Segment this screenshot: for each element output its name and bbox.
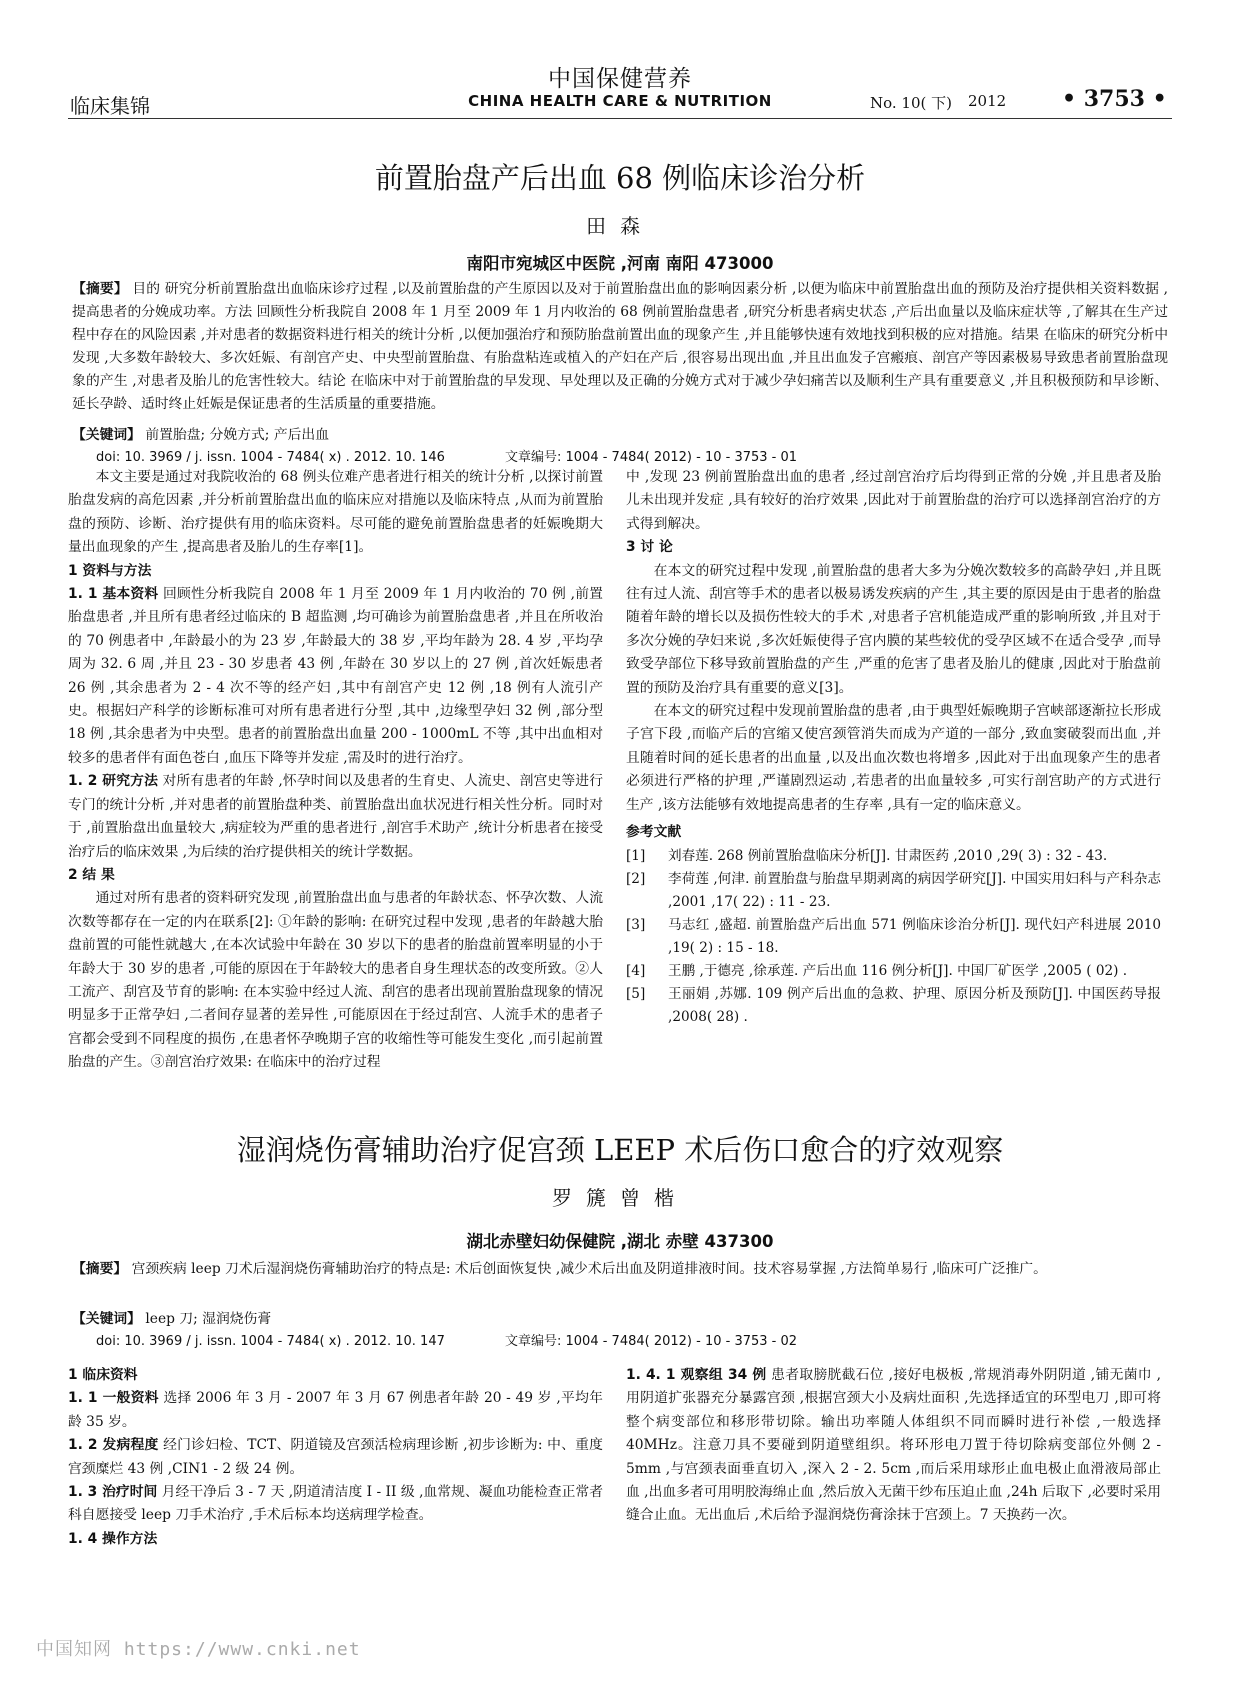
article1-author: 田森 — [586, 214, 654, 238]
page-number: • 3753 • — [1062, 86, 1167, 112]
heading-clinical-data: 1 临床资料 — [68, 1367, 138, 1383]
heading-discussion: 3 讨 论 — [626, 539, 673, 556]
reference-number: [5] — [626, 985, 646, 1002]
keywords-label: 【关键词】 — [72, 1311, 141, 1327]
paragraph-1-2 — [68, 1434, 603, 1481]
results-paragraph: 通过对所有患者的资料研究发现 ,前置胎盘出血与患者的年龄状态、怀孕次数、人流次数等都存在一定的内在联系[2]: ①年龄的影响: 在研究过程中发现 ,患者的年龄越大胎盘前置的可能性就越大 ,在本次试验中年龄在 30 岁以下的患者的胎盘前置率明显的小于年龄大于 30 岁的患者 ,可能的原因在于年龄较大的患者自身生理状态的改变所致。②人工流产、刮宫及节育的影响: 在本实验中经过人流、刮宫的患者出现前置胎盘现象的情况明显多于正常孕妇 ,二者间存显著的差异性 ,可能原因在于经过刮宫、人流手术的患者子宫都会受到不同程度的损伤 ,在患者怀孕晚期子宫的收缩性等可能发生变化 ,而引起前置胎盘的产生。③剖宫治疗效果: 在临床中的治疗过程 — [68, 890, 603, 1071]
keywords-label: 【关键词】 — [72, 427, 141, 443]
article1-right-column — [626, 466, 1161, 1029]
article1-article-no: 文章编号: 1004 - 7484( 2012) - 10 - 3753 - 01 — [505, 450, 798, 465]
reference-text: 马志红 ,盛超. 前置胎盘产后出血 571 例临床诊治分析[J]. 现代妇产科进展 2010 ,19( 2) : 15 - 18. — [668, 916, 1161, 956]
reference-number: [4] — [626, 962, 646, 979]
paragraph-1-1 — [68, 1387, 603, 1434]
reference-text: 王鹏 ,于德亮 ,徐承莲. 产后出血 116 例分析[J]. 中国厂矿医学 ,2005 ( 02) . — [668, 962, 1128, 979]
abstract-label: 【摘要】 — [72, 1261, 128, 1277]
continued-paragraph: 中 ,发现 23 例前置胎盘出血的患者 ,经过剖宫治疗后均得到正常的分娩 ,并且患者及胎儿未出现并发症 ,具有较好的治疗效果 ,因此对于前置胎盘的治疗可以选择剖宫治疗的方式得到解决。 — [626, 469, 1161, 532]
article1-title: 前置胎盘产后出血 68 例临床诊治分析 — [374, 161, 866, 195]
article1-affiliation: 南阳市宛城区中医院 ,河南 南阳 473000 — [466, 254, 774, 273]
article1-keywords — [72, 424, 1168, 447]
keywords-text: 前置胎盘; 分娩方式; 产后出血 — [140, 427, 329, 443]
article2-doi: doi: 10. 3969 / j. issn. 1004 - 7484( x) . 2012. 10. 147 — [96, 1334, 445, 1349]
reference-item — [626, 845, 1161, 868]
paragraph-1-3 — [68, 1481, 603, 1528]
heading-results: 2 结 果 — [68, 866, 115, 883]
subheading-1-2: 1. 2 发病程度 — [68, 1437, 159, 1454]
paragraph-1-1 — [68, 583, 603, 770]
reference-item — [626, 983, 1161, 1029]
article1-doi: doi: 10. 3969 / j. issn. 1004 - 7484( x) . 2012. 10. 146 — [96, 450, 445, 465]
reference-item — [626, 868, 1161, 914]
references-list — [626, 845, 1161, 1029]
reference-text: 刘春莲. 268 例前置胎盘临床分析[J]. 甘肃医药 ,2010 ,29( 3) : 32 - 43. — [668, 847, 1108, 864]
header-rule — [68, 118, 1172, 119]
article2-abstract — [72, 1258, 1168, 1281]
subheading-1-3: 1. 3 治疗时间 — [68, 1484, 158, 1501]
heading-materials-methods: 1 资料与方法 — [68, 562, 152, 579]
article2-article-no: 文章编号: 1004 - 7484( 2012) - 10 - 3753 - 02 — [505, 1334, 798, 1349]
journal-title-en: CHINA HEALTH CARE & NUTRITION — [468, 92, 772, 110]
keywords-text: leep 刀; 湿润烧伤膏 — [140, 1311, 272, 1327]
article2-title: 湿润烧伤膏辅助治疗促宫颈 LEEP 术后伤口愈合的疗效观察 — [236, 1133, 1004, 1167]
journal-title-cn: 中国保健营养 — [548, 66, 692, 92]
paragraph-1-4-1 — [626, 1364, 1161, 1528]
subheading-1-4-1: 1. 4. 1 观察组 34 例 — [626, 1367, 767, 1383]
subheading-1-4: 1. 4 操作方法 — [68, 1530, 158, 1547]
reference-item — [626, 960, 1161, 983]
abstract-text: 宫颈疾病 leep 刀术后湿润烧伤膏辅助治疗的特点是: 术后创面恢复快 ,减少术后出血及阴道排液时间。技术容易掌握 ,方法简单易行 ,临床可广泛推广。 — [127, 1261, 1047, 1277]
paragraph-1-1-text: 回顾性分析我院自 2008 年 1 月至 2009 年 1 月内收治的 70 例 ,前置胎盘患者 ,并且所有患者经过临床的 B 超监测 ,均可确诊为前置胎盘患者 ,并且在所收治的 70 例患者中 ,年龄最小的为 23 岁 ,年龄最大的 38 岁 ,平均年龄为 28. 4 岁 ,平均孕周为 32. 6 周 ,并且 23 - 30 岁患者 43 例 ,年龄在 30 岁以上的 27 例 ,首次妊娠患者 26 例 ,其余患者为 2 - 4 次不等的经产妇 ,其中有剖宫产史 12 例 ,18 例有人流引产史。根据妇产科学的诊断标准可对所有患者进行分型 ,其中 ,边缘型孕妇 32 例 ,部分型 18 例 ,其余患者为中央型。患者的前置胎盘出血量 200 - 1000mL 不等 ,其中出血相对较多的患者伴有面色苍白 ,血压下降等并发症 ,需及时的进行治疗。 — [68, 586, 603, 766]
reference-number: [3] — [626, 916, 646, 933]
reference-text: 李荷莲 ,何津. 前置胎盘与胎盘早期剥离的病因学研究[J]. 中国实用妇科与产科杂志 ,2001 ,17( 22) : 11 - 23. — [668, 870, 1161, 910]
article2-affiliation: 湖北赤壁妇幼保健院 ,湖北 赤壁 437300 — [466, 1232, 774, 1251]
discussion-paragraph-2: 在本文的研究过程中发现前置胎盘的患者 ,由于典型妊娠晚期子宫峡部逐渐拉长形成子宫下段 ,而临产后的宫缩又使宫颈管消失而成为产道的一部分 ,致血窦破裂而出血 ,并且随着时间的延长患者的出血量 ,以及出血次数也将增多 ,因此对于出血现象产生的患者必须进行严格的护理 ,严谨剧烈运动 ,若患者的出血量较多 ,可实行剖宫助产的方式进行生产 ,该方法能够有效地提高患者的生存率 ,具有一定的临床意义。 — [626, 703, 1161, 813]
issue-number: No. 10( 下) — [870, 94, 952, 112]
subheading-1-1: 1. 1 一般资料 — [68, 1390, 159, 1407]
paragraph-1-1-text: 选择 2006 年 3 月 - 2007 年 3 月 67 例患者年龄 20 - 49 岁 ,平均年龄 35 岁。 — [68, 1390, 603, 1430]
references-title: 参考文献 — [626, 824, 682, 841]
intro-paragraph: 本文主要是通过对我院收治的 68 例头位难产患者进行相关的统计分析 ,以探讨前置胎盘发病的高危因素 ,并分析前置胎盘出血的临床应对措施以及临床特点 ,从而为前置胎盘的预防、诊断、治疗提供有用的临床资料。尽可能的避免前置胎盘患者的妊娠晚期大量出血现象的产生 ,提高患者及胎儿的生存率[1]。 — [68, 469, 603, 556]
reference-text: 王丽娟 ,苏娜. 109 例产后出血的急救、护理、原因分析及预防[J]. 中国医药导报 ,2008( 28) . — [668, 985, 1161, 1025]
issue-year: 2012 — [968, 92, 1007, 110]
article1-abstract — [72, 278, 1168, 416]
paragraph-1-2-text: 对所有患者的年龄 ,怀孕时间以及患者的生育史、人流史、剖宫史等进行专门的统计分析 ,并对患者的前置胎盘种类、前置胎盘出血状况进行相关性分析。同时对于 ,前置胎盘出血量较大 ,病症较为严重的患者进行 ,剖宫手术助产 ,统计分析患者在接受治疗后的临床效果 ,为后续的治疗提供相关的统计学数据。 — [68, 773, 603, 860]
article2-right-column — [626, 1364, 1161, 1528]
article2-keywords — [72, 1308, 1168, 1331]
discussion-paragraph-1: 在本文的研究过程中发现 ,前置胎盘的患者大多为分娩次数较多的高龄孕妇 ,并且既往有过人流、刮宫等手术的患者以极易诱发疾病的产生 ,其主要的原因是由于患者的胎盘随着年龄的增长以及损伤性较大的手术 ,对患者子宫机能造成严重的影响所致 ,并且对于多次分娩的孕妇来说 ,多次妊娠使得子宫内膜的某些较优的受孕区域不在适合受孕 ,而导致受孕部位下移导致前置胎盘的产生 ,严重的危害了患者及胎儿的健康 ,因此对于胎盘前置的预防及治疗具有重要的意义[3]。 — [626, 562, 1161, 696]
paragraph-1-2-text: 经门诊妇检、TCT、阴道镜及宫颈活检病理诊断 ,初步诊断为: 中、重度宫颈糜烂 43 例 ,CIN1 - 2 级 24 例。 — [68, 1437, 603, 1477]
reference-number: [1] — [626, 847, 646, 864]
reference-number: [2] — [626, 870, 646, 887]
paragraph-1-2 — [68, 770, 603, 864]
article2-author: 罗篪曾楷 — [552, 1186, 688, 1210]
subheading-1-2: 1. 2 研究方法 — [68, 773, 158, 790]
article2-left-column — [68, 1364, 603, 1551]
subheading-1-1: 1. 1 基本资料 — [68, 586, 159, 603]
paragraph-1-3-text: 月经干净后 3 - 7 天 ,阴道清洁度 I - II 级 ,血常规、凝血功能检查正常者科自愿接受 leep 刀手术治疗 ,手术后标本均送病理学检查。 — [68, 1484, 603, 1524]
cnki-watermark: 中国知网 https://www.cnki.net — [36, 1639, 361, 1660]
section-label: 临床集锦 — [70, 94, 150, 118]
reference-item — [626, 914, 1161, 960]
abstract-label: 【摘要】 — [72, 281, 128, 297]
abstract-text: 目的 研究分析前置胎盘出血临床诊疗过程 ,以及前置胎盘的产生原因以及对于前置胎盘出血的影响因素分析 ,以便为临床中前置胎盘出血的预防及治疗提供相关资料数据 ,提高患者的分娩成功率。方法 回顾性分析我院自 2008 年 1 月至 2009 年 1 月内收治的 68 例前置胎盘患者 ,研究分析患者病史状态 ,产后出血量以及临床症状等 ,了解其在生产过程中存在的风险因素 ,并对患者的数据资料进行相关的统计分析 ,以便加强治疗和预防胎盘前置出血的现象产生 ,并且能够快速有效地找到积极的应对措施。结果 在临床的研究分析中发现 ,大多数年龄较大、多次妊娠、有剖宫产史、中央型前置胎盘、有胎盘粘连或植入的产妇在产后 ,很容易出现出血 ,并且出血发子宫瘢痕、剖宫产等因素极易导致患者前置胎盘现象的产生 ,对患者及胎儿的危害性较大。结论 在临床中对于前置胎盘的早发现、早处理以及正确的分娩方式对于减少孕妇痛苦以及顺利生产具有重要意义 ,并且积极预防和早诊断、延长孕龄、适时终止妊娠是保证患者的生活质量的重要措施。 — [72, 281, 1169, 412]
paragraph-1-4-1-text: 患者取膀胱截石位 ,接好电极板 ,常规消毒外阴阴道 ,铺无菌巾 ,用阴道扩张器充分暴露宫颈 ,根据宫颈大小及病灶面积 ,先选择适宜的环型电刀 ,即可将整个病变部位和移形带切除。输出功率随人体组织不同而瞬时进行补偿 ,一般选择 40MHz。注意刀具不要碰到阴道壁组织。将环形电刀置于待切除病变部位外侧 2 - 5mm ,与宫颈表面垂直切入 ,深入 2 - 2. 5cm ,而后采用球形止血电极止血滑液局部止血 ,出血多者可用明胶海绵止血 ,然后放入无菌干纱布压迫止血 ,24h 后取下 ,必要时采用缝合止血。无出血后 ,术后给予湿润烧伤膏涂抹于宫颈上。7 天换药一次。 — [626, 1367, 1162, 1524]
article1-left-column — [68, 466, 603, 1075]
